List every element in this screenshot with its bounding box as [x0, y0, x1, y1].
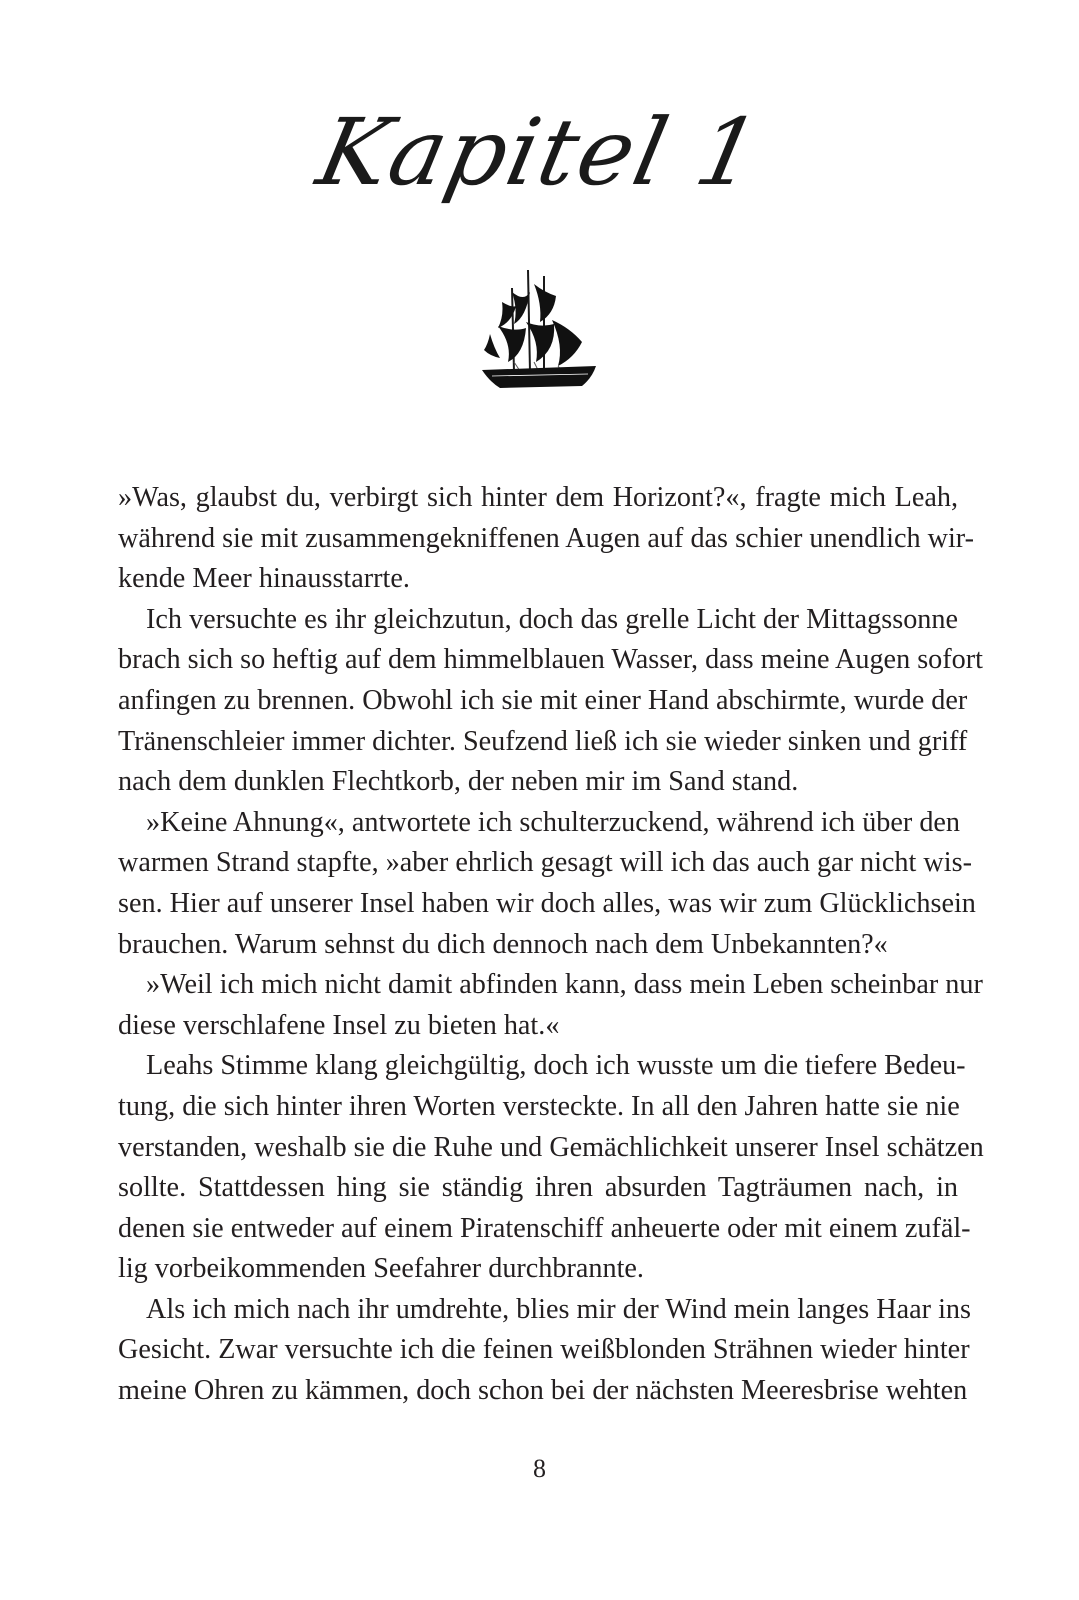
text-line: Tränenschleier immer dichter. Seufzend ließ ich sie wieder sinken und griff: [118, 725, 968, 757]
text-line: sollte. Stattdessen hing sie ständig ihren absurden Tagträumen nach, in: [118, 1172, 958, 1204]
text-line: denen sie entweder auf einem Piratenschiff anheuerte oder mit einem zufäl-: [118, 1212, 971, 1244]
text-line: Als ich mich nach ihr umdrehte, blies mir der Wind mein langes Haar ins: [146, 1293, 971, 1325]
text-line: sen. Hier auf unserer Insel haben wir doch alles, was wir zum Glücklichsein: [118, 887, 976, 919]
page-number: 8: [533, 1454, 546, 1483]
text-line: »Was, glaubst du, verbirgt sich hinter dem Horizont?«, fragte mich Leah,: [118, 482, 958, 513]
paragraph: [118, 1290, 971, 1412]
paragraph: [118, 478, 975, 600]
chapter-body: [118, 478, 984, 1412]
text-line: warmen Strand stapfte, »aber ehrlich gesagt will ich das auch gar nicht wis-: [118, 847, 972, 879]
paragraph: [118, 803, 976, 965]
text-line: kende Meer hinausstarrte.: [118, 563, 410, 595]
text-line: Gesicht. Zwar versuchte ich die feinen weißblonden Strähnen wieder hinter: [118, 1334, 970, 1366]
text-line: diese verschlafene Insel zu bieten hat.«: [118, 1009, 560, 1041]
chapter-title-text: Kapitel 1: [308, 99, 771, 206]
text-line: während sie mit zusammengekniffenen Augen auf das schier unendlich wir-: [118, 522, 975, 554]
text-line: »Weil ich mich nicht damit abfinden kann, dass mein Leben scheinbar nur: [146, 969, 983, 1001]
text-line: Leahs Stimme klang gleichgültig, doch ich wusste um die tiefere Bedeu-: [146, 1050, 966, 1082]
text-line: nach dem dunklen Flechtkorb, der neben mir im Sand stand.: [118, 766, 799, 798]
sailing-ship-icon: [478, 262, 602, 392]
paragraph: [118, 965, 983, 1046]
paragraph: [118, 600, 983, 803]
text-line: »Keine Ahnung«, antwortete ich schulterzuckend, während ich über den: [146, 806, 961, 838]
text-line: brauchen. Warum sehnst du dich dennoch nach dem Unbekannten?«: [118, 928, 888, 960]
text-line: Ich versuchte es ihr gleichzutun, doch das grelle Licht der Mittagssonne: [146, 603, 958, 635]
paragraph: [118, 1046, 984, 1290]
text-line: brach sich so heftig auf dem himmelblauen Wasser, dass meine Augen sofort: [118, 644, 983, 676]
text-line: lig vorbeikommenden Seefahrer durchbrannte.: [118, 1253, 644, 1285]
text-line: anfingen zu brennen. Obwohl ich sie mit einer Hand abschirmte, wurde der: [118, 684, 968, 716]
chapter-title: [0, 98, 1079, 208]
text-line: tung, die sich hinter ihren Worten versteckte. In all den Jahren hatte sie nie: [118, 1090, 960, 1122]
text-line: meine Ohren zu kämmen, doch schon bei der nächsten Meeresbrise wehten: [118, 1375, 968, 1407]
text-line: verstanden, weshalb sie die Ruhe und Gemächlichkeit unserer Insel schätzen: [118, 1131, 984, 1163]
